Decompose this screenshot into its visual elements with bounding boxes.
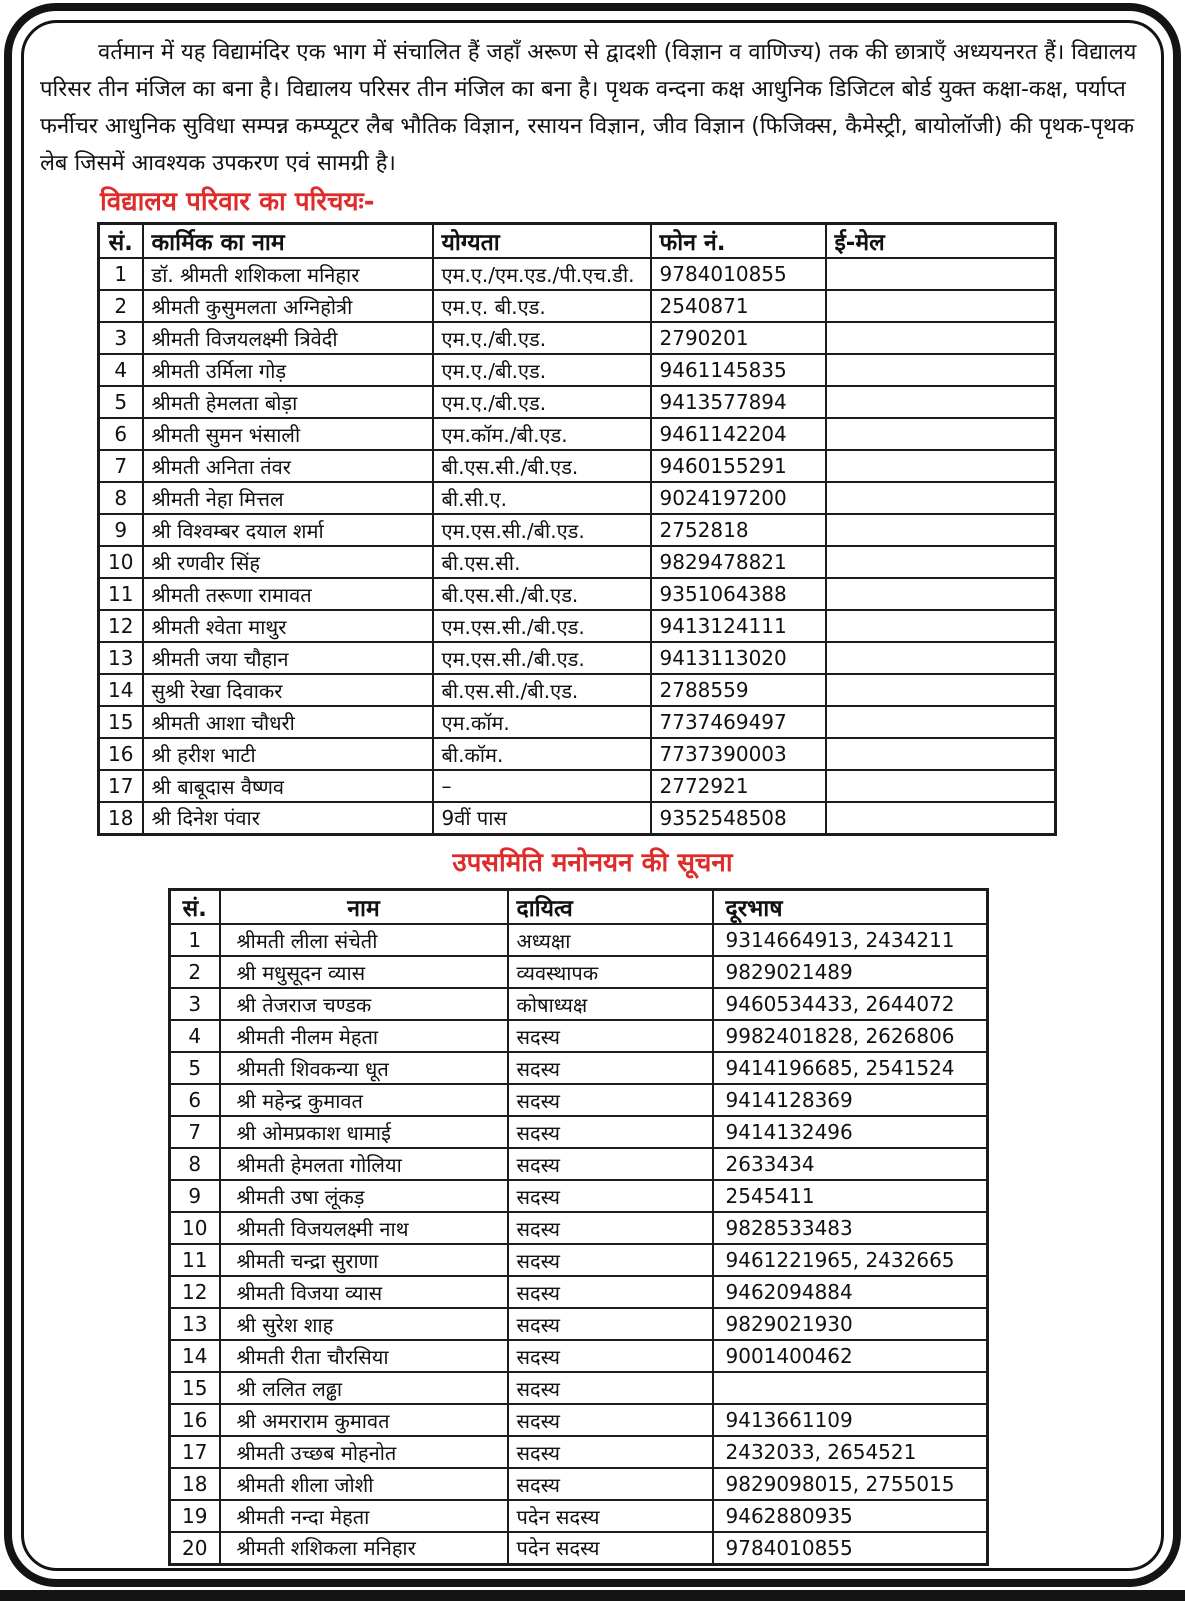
page-edge-band	[0, 1590, 1185, 1601]
table-cell: डॉ. श्रीमती शशिकला मनिहार	[143, 258, 433, 290]
table-cell: 1	[99, 258, 143, 290]
column-header: योग्यता	[433, 224, 651, 259]
table-cell: 9413113020	[651, 642, 826, 674]
table-cell: श्री विश्वम्बर दयाल शर्मा	[143, 514, 433, 546]
table-cell: 9784010855	[713, 1532, 988, 1564]
table-row	[170, 1468, 988, 1500]
table-cell	[826, 802, 1056, 834]
table-cell: श्रीमती विजयलक्ष्मी नाथ	[220, 1212, 508, 1244]
table-cell: एम.ए. बी.एड.	[433, 290, 651, 322]
table-cell: 5	[170, 1052, 220, 1084]
table-row	[99, 674, 1056, 706]
table-row	[99, 610, 1056, 642]
subcommittee-table	[168, 888, 989, 1566]
table-cell: सदस्य	[508, 1372, 713, 1404]
table-cell: 9314664913, 2434211	[713, 924, 988, 956]
table-cell: 20	[170, 1532, 220, 1564]
table-cell: बी.एस.सी./बी.एड.	[433, 450, 651, 482]
table-cell: श्री रणवीर सिंह	[143, 546, 433, 578]
table-cell: श्रीमती रीता चौरसिया	[220, 1340, 508, 1372]
table-cell	[826, 546, 1056, 578]
table-cell: 9460155291	[651, 450, 826, 482]
table-cell: 9	[99, 514, 143, 546]
table-cell: 18	[170, 1468, 220, 1500]
table-row	[99, 514, 1056, 546]
table-cell: श्री महेन्द्र कुमावत	[220, 1084, 508, 1116]
table-cell: 9829021489	[713, 956, 988, 988]
table-cell: श्रीमती नेहा मित्तल	[143, 482, 433, 514]
table-row	[170, 1308, 988, 1340]
table-cell: 10	[170, 1212, 220, 1244]
table-cell: –	[433, 770, 651, 802]
table-row	[99, 450, 1056, 482]
table-cell: व्यवस्थापक	[508, 956, 713, 988]
table-cell: 9829098015, 2755015	[713, 1468, 988, 1500]
table-cell	[826, 706, 1056, 738]
table-cell	[826, 770, 1056, 802]
column-header: कार्मिक का नाम	[143, 224, 433, 259]
table-cell	[826, 354, 1056, 386]
table-cell: श्रीमती उषा लूंकड़	[220, 1180, 508, 1212]
table-row	[170, 924, 988, 956]
table-cell: श्रीमती उर्मिला गोड़	[143, 354, 433, 386]
table-cell: 17	[99, 770, 143, 802]
table-cell: श्री हरीश भाटी	[143, 738, 433, 770]
section-title-subcommittee: उपसमिति मनोनयन की सूचना	[452, 848, 733, 878]
table-cell: 9024197200	[651, 482, 826, 514]
table-row	[99, 770, 1056, 802]
table-cell: सदस्य	[508, 1084, 713, 1116]
table-cell: श्रीमती नन्दा मेहता	[220, 1500, 508, 1532]
table-cell: सदस्य	[508, 1340, 713, 1372]
table-cell: 5	[99, 386, 143, 418]
table-cell: श्रीमती हेमलता गोलिया	[220, 1148, 508, 1180]
column-header: ई-मेल	[826, 224, 1056, 259]
table-cell: श्री तेजराज चण्डक	[220, 988, 508, 1020]
table-row	[170, 1276, 988, 1308]
section-title-staff-list: विद्यालय परिवार का परिचयः-	[100, 187, 375, 217]
table-cell: बी.कॉम.	[433, 738, 651, 770]
table-cell: 10	[99, 546, 143, 578]
table-cell: श्री ओमप्रकाश धामाई	[220, 1116, 508, 1148]
table-cell: 2633434	[713, 1148, 988, 1180]
table-cell: 15	[170, 1372, 220, 1404]
table-cell: श्री सुरेश शाह	[220, 1308, 508, 1340]
table-cell: 2	[99, 290, 143, 322]
table-row	[99, 322, 1056, 354]
staff-table-header-row	[99, 224, 1056, 259]
table-row	[99, 482, 1056, 514]
table-cell: 2772921	[651, 770, 826, 802]
table-cell: श्रीमती श्वेता माथुर	[143, 610, 433, 642]
table-cell: श्री दिनेश पंवार	[143, 802, 433, 834]
column-header: सं.	[99, 224, 143, 259]
table-cell: बी.एस.सी./बी.एड.	[433, 674, 651, 706]
table-row	[170, 1404, 988, 1436]
subcommittee-table-header-row	[170, 890, 988, 925]
table-cell: श्रीमती सुमन भंसाली	[143, 418, 433, 450]
column-header: दूरभाष	[713, 890, 988, 925]
table-cell: पदेन सदस्य	[508, 1532, 713, 1564]
table-cell: सदस्य	[508, 1308, 713, 1340]
table-cell: बी.एस.सी./बी.एड.	[433, 578, 651, 610]
table-row	[99, 642, 1056, 674]
table-cell: 2752818	[651, 514, 826, 546]
table-cell: 9461145835	[651, 354, 826, 386]
table-cell: श्रीमती जया चौहान	[143, 642, 433, 674]
column-header: नाम	[220, 890, 508, 925]
table-row	[99, 546, 1056, 578]
table-cell: श्रीमती विजया व्यास	[220, 1276, 508, 1308]
table-cell: 7	[99, 450, 143, 482]
table-cell	[826, 258, 1056, 290]
table-cell: 9460534433, 2644072	[713, 988, 988, 1020]
table-cell: 9352548508	[651, 802, 826, 834]
table-cell: श्री अमराराम कुमावत	[220, 1404, 508, 1436]
table-cell: 19	[170, 1500, 220, 1532]
table-cell: बी.सी.ए.	[433, 482, 651, 514]
table-cell: 9829021930	[713, 1308, 988, 1340]
table-cell: 12	[170, 1276, 220, 1308]
table-cell: 3	[170, 988, 220, 1020]
column-header: फोन नं.	[651, 224, 826, 259]
table-cell: 9982401828, 2626806	[713, 1020, 988, 1052]
table-cell: एम.ए./बी.एड.	[433, 354, 651, 386]
table-cell: 6	[99, 418, 143, 450]
table-cell: श्रीमती कुसुमलता अग्निहोत्री	[143, 290, 433, 322]
table-cell: 9001400462	[713, 1340, 988, 1372]
table-cell: 3	[99, 322, 143, 354]
table-cell: श्रीमती लीला संचेती	[220, 924, 508, 956]
table-cell	[826, 386, 1056, 418]
table-cell: 2540871	[651, 290, 826, 322]
table-cell: एम.ए./बी.एड.	[433, 386, 651, 418]
table-row	[170, 1116, 988, 1148]
table-cell: 4	[99, 354, 143, 386]
table-row	[170, 956, 988, 988]
table-row	[170, 1180, 988, 1212]
table-cell: श्रीमती विजयलक्ष्मी त्रिवेदी	[143, 322, 433, 354]
table-cell: 9462094884	[713, 1276, 988, 1308]
table-cell: 6	[170, 1084, 220, 1116]
table-cell: 4	[170, 1020, 220, 1052]
table-cell: श्रीमती तरूणा रामावत	[143, 578, 433, 610]
table-cell: श्रीमती अनिता तंवर	[143, 450, 433, 482]
table-cell: एम.एस.सी./बी.एड.	[433, 610, 651, 642]
table-cell: श्रीमती आशा चौधरी	[143, 706, 433, 738]
table-cell: सदस्य	[508, 1436, 713, 1468]
table-cell: श्रीमती उच्छब मोहनोत	[220, 1436, 508, 1468]
table-row	[99, 386, 1056, 418]
table-cell	[826, 322, 1056, 354]
table-cell: एम.कॉम.	[433, 706, 651, 738]
table-cell: 9462880935	[713, 1500, 988, 1532]
table-cell: एम.कॉम./बी.एड.	[433, 418, 651, 450]
table-row	[99, 738, 1056, 770]
table-row	[170, 1532, 988, 1564]
table-cell	[826, 418, 1056, 450]
table-cell: 9829478821	[651, 546, 826, 578]
table-cell: 17	[170, 1436, 220, 1468]
table-cell: 13	[170, 1308, 220, 1340]
table-cell: 9413577894	[651, 386, 826, 418]
table-cell: 16	[170, 1404, 220, 1436]
table-cell: 14	[170, 1340, 220, 1372]
table-cell: 8	[170, 1148, 220, 1180]
table-cell	[826, 290, 1056, 322]
table-cell: सदस्य	[508, 1180, 713, 1212]
table-cell: सदस्य	[508, 1116, 713, 1148]
table-row	[170, 1244, 988, 1276]
table-cell: श्री ललित लढ्ढा	[220, 1372, 508, 1404]
table-row	[170, 1500, 988, 1532]
table-cell	[826, 610, 1056, 642]
table-cell: श्रीमती शशिकला मनिहार	[220, 1532, 508, 1564]
table-cell: एम.ए./बी.एड.	[433, 322, 651, 354]
table-cell	[826, 642, 1056, 674]
staff-table	[97, 222, 1057, 836]
table-cell: श्री मधुसूदन व्यास	[220, 956, 508, 988]
table-cell: सदस्य	[508, 1244, 713, 1276]
table-cell: श्रीमती शीला जोशी	[220, 1468, 508, 1500]
table-cell: एम.ए./एम.एड./पी.एच.डी.	[433, 258, 651, 290]
table-cell: 9वीं पास	[433, 802, 651, 834]
table-cell: पदेन सदस्य	[508, 1500, 713, 1532]
table-row	[99, 578, 1056, 610]
column-header: सं.	[170, 890, 220, 925]
table-cell: 9828533483	[713, 1212, 988, 1244]
table-cell: 9784010855	[651, 258, 826, 290]
table-cell: 9414196685, 2541524	[713, 1052, 988, 1084]
table-cell: 11	[99, 578, 143, 610]
table-cell: 7	[170, 1116, 220, 1148]
intro-paragraph: वर्तमान में यह विद्यामंदिर एक भाग में संचालित हैं जहाँ अरूण से द्वादशी (विज्ञान व वाणिज्य) तक की छात्राएँ अध्ययनरत हैं। विद्यालय परिसर तीन मंजिल का बना है। विद्यालय परिसर तीन मंजिल का बना है। पृथक वन्दना कक्ष आधुनिक डिजिटल बोर्ड युक्त कक्षा-कक्ष, पर्याप्त फर्नीचर आधुनिक सुविधा सम्पन्न कम्प्यूटर लैब भौतिक विज्ञान, रसायन विज्ञान, जीव विज्ञान (फिजिक्स, कैमेस्ट्री, बायोलॉजी) की पृथक-पृथक लेब जिसमें आवश्यक उपकरण एवं सामग्री है।	[40, 40, 1137, 176]
table-row	[170, 988, 988, 1020]
table-cell	[826, 482, 1056, 514]
table-cell: 9461142204	[651, 418, 826, 450]
table-cell: 2545411	[713, 1180, 988, 1212]
table-cell: 9414132496	[713, 1116, 988, 1148]
table-cell: 1	[170, 924, 220, 956]
table-cell: 8	[99, 482, 143, 514]
table-row	[170, 1148, 988, 1180]
table-cell: सदस्य	[508, 1148, 713, 1180]
table-cell: सदस्य	[508, 1052, 713, 1084]
table-cell: सदस्य	[508, 1212, 713, 1244]
column-header: दायित्व	[508, 890, 713, 925]
table-cell	[826, 738, 1056, 770]
table-cell: 9413661109	[713, 1404, 988, 1436]
table-cell: 13	[99, 642, 143, 674]
table-row	[99, 802, 1056, 834]
table-cell: सदस्य	[508, 1404, 713, 1436]
table-cell: अध्यक्षा	[508, 924, 713, 956]
table-cell: 9351064388	[651, 578, 826, 610]
table-cell: बी.एस.सी.	[433, 546, 651, 578]
table-row	[99, 290, 1056, 322]
table-cell: श्रीमती हेमलता बोड़ा	[143, 386, 433, 418]
table-cell	[826, 514, 1056, 546]
table-cell	[826, 450, 1056, 482]
table-cell: 9461221965, 2432665	[713, 1244, 988, 1276]
table-cell: 7737469497	[651, 706, 826, 738]
table-cell: 2	[170, 956, 220, 988]
table-cell: श्रीमती शिवकन्या धूत	[220, 1052, 508, 1084]
table-cell: 2790201	[651, 322, 826, 354]
table-cell: 7737390003	[651, 738, 826, 770]
table-cell: एम.एस.सी./बी.एड.	[433, 642, 651, 674]
table-cell: 9413124111	[651, 610, 826, 642]
table-cell	[826, 578, 1056, 610]
table-row	[170, 1340, 988, 1372]
table-row	[170, 1052, 988, 1084]
table-cell: 9	[170, 1180, 220, 1212]
table-row	[170, 1436, 988, 1468]
table-cell: सदस्य	[508, 1276, 713, 1308]
table-cell: सुश्री रेखा दिवाकर	[143, 674, 433, 706]
table-cell: सदस्य	[508, 1020, 713, 1052]
table-cell	[826, 674, 1056, 706]
table-cell: 16	[99, 738, 143, 770]
table-cell: कोषाध्यक्ष	[508, 988, 713, 1020]
table-row	[170, 1372, 988, 1404]
table-row	[99, 706, 1056, 738]
table-cell: 18	[99, 802, 143, 834]
table-cell: एम.एस.सी./बी.एड.	[433, 514, 651, 546]
table-row	[99, 418, 1056, 450]
table-row	[99, 354, 1056, 386]
table-row	[99, 258, 1056, 290]
table-cell: सदस्य	[508, 1468, 713, 1500]
table-row	[170, 1084, 988, 1116]
table-cell: 12	[99, 610, 143, 642]
table-row	[170, 1212, 988, 1244]
table-cell: 2432033, 2654521	[713, 1436, 988, 1468]
table-cell: 15	[99, 706, 143, 738]
table-cell	[713, 1372, 988, 1404]
table-cell: 9414128369	[713, 1084, 988, 1116]
table-cell: श्री बाबूदास वैष्णव	[143, 770, 433, 802]
table-cell: 2788559	[651, 674, 826, 706]
table-cell: श्रीमती नीलम मेहता	[220, 1020, 508, 1052]
table-cell: 14	[99, 674, 143, 706]
table-cell: 11	[170, 1244, 220, 1276]
table-cell: श्रीमती चन्द्रा सुराणा	[220, 1244, 508, 1276]
table-row	[170, 1020, 988, 1052]
